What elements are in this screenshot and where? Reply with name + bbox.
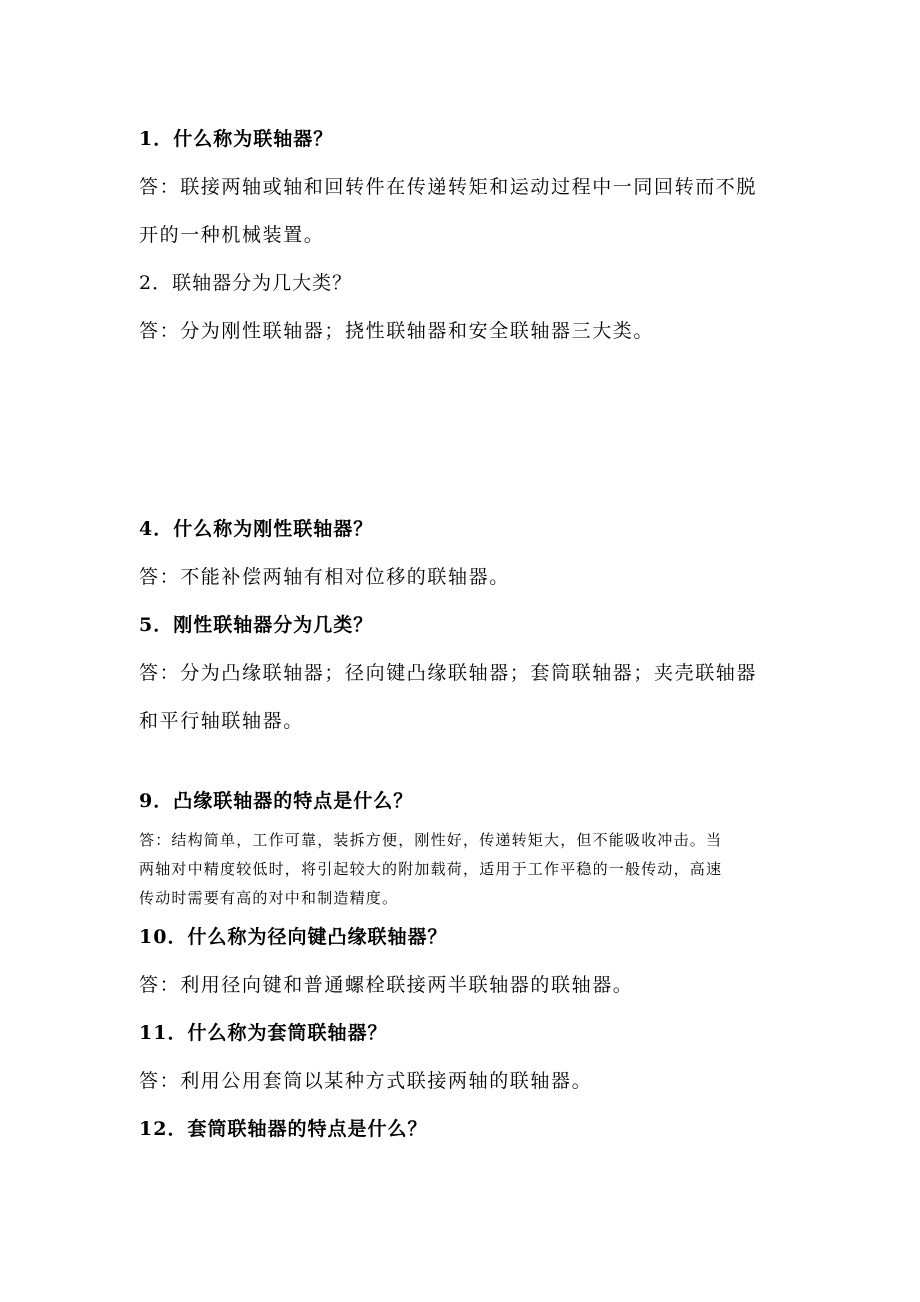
- answer-1-line-2: 开的一种机械装置。: [139, 224, 325, 246]
- answer-11-line-1: 答：利用公用套筒以某种方式联接两轴的联轴器。: [139, 1070, 593, 1092]
- answer-9-line-2: 两轴对中精度较低时，将引起较大的附加载荷，适用于工作平稳的一般传动，高速: [139, 860, 723, 878]
- question-9: 9．凸缘联轴器的特点是什么？: [139, 790, 414, 812]
- question-12: 12．套筒联轴器的特点是什么？: [139, 1118, 428, 1140]
- question-10: 10．什么称为径向键凸缘联轴器？: [139, 926, 448, 948]
- answer-5-line-2: 和平行轴联轴器。: [139, 710, 304, 732]
- answer-1-line-1: 答：联接两轴或轴和回转件在传递转矩和运动过程中一同回转而不脱: [139, 176, 758, 198]
- question-2: 2．联轴器分为几大类？: [139, 272, 353, 294]
- answer-9-line-1: 答：结构简单，工作可靠，装拆方便，刚性好，传递转矩大，但不能吸收冲击。当: [139, 831, 723, 849]
- answer-10-line-1: 答：利用径向键和普通螺栓联接两半联轴器的联轴器。: [139, 974, 634, 996]
- question-1: 1．什么称为联轴器？: [139, 128, 334, 150]
- question-11: 11．什么称为套筒联轴器？: [139, 1022, 388, 1044]
- answer-4-line-1: 答：不能补偿两轴有相对位移的联轴器。: [139, 566, 510, 588]
- answer-5-line-1: 答：分为凸缘联轴器；径向键凸缘联轴器；套筒联轴器；夹壳联轴器: [139, 662, 758, 684]
- answer-2-line-1: 答：分为刚性联轴器；挠性联轴器和安全联轴器三大类。: [139, 320, 655, 342]
- question-5: 5．刚性联轴器分为几类？: [139, 614, 374, 636]
- question-4: 4．什么称为刚性联轴器？: [139, 518, 374, 540]
- answer-9-line-3: 传动时需要有高的对中和制造精度。: [139, 889, 399, 907]
